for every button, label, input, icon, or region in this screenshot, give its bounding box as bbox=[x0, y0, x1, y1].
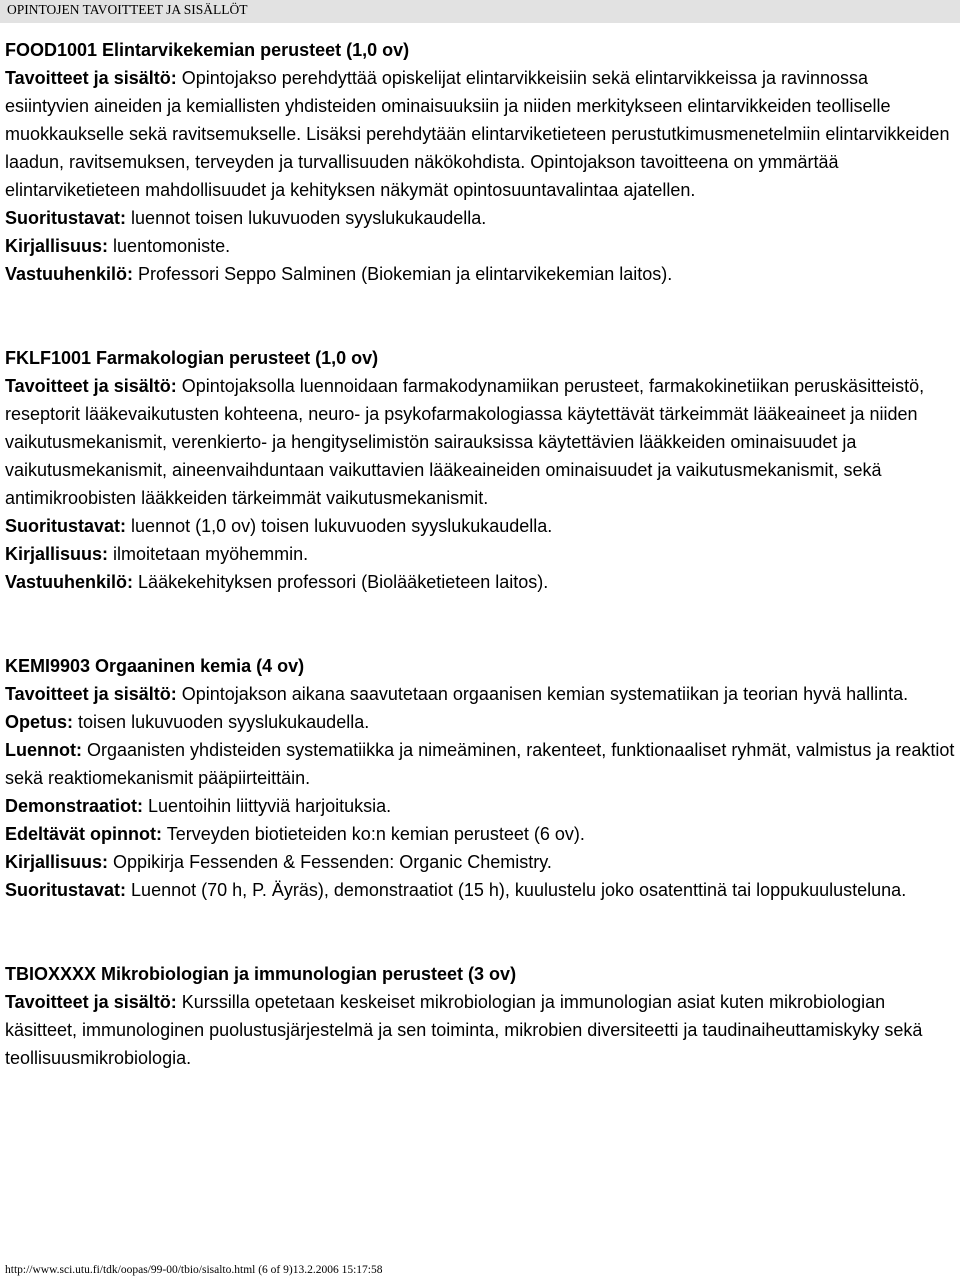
field-label: Suoritustavat: bbox=[5, 516, 127, 536]
field-label: Kirjallisuus: bbox=[5, 236, 109, 256]
course-field bbox=[5, 64, 957, 204]
field-text: Opintojaksolla luennoidaan farmakodynamiikan perusteet, farmakokinetiikan peruskäsitteistö, reseptorit lääkevaikutusten kohteena, neuro- ja psykofarmakologiassa käytettävät tärkeimmät lääkeaineet ja niiden vaikutusmekanismit, verenkierto- ja hengityselimistön sairauksissa käytettävien lääkkeiden ominaisuudet ja vaikutusmekanismit, aineenvaihduntaan vaikuttavien lääkeaineiden ominaisuudet ja vaikutusmekanismit, sekä antimikroobisten lääkkeiden tärkeimmät vaikutusmekanismit. bbox=[5, 376, 925, 508]
course-field bbox=[5, 568, 957, 596]
course-field bbox=[5, 820, 957, 848]
footer-url: http://www.sci.utu.fi/tdk/oopas/99-00/tbio/sisalto.html (6 of 9)13.2.2006 15:17:58 bbox=[5, 1264, 383, 1276]
field-label: Kirjallisuus: bbox=[5, 544, 109, 564]
course-field bbox=[5, 708, 957, 736]
field-label: Vastuuhenkilö: bbox=[5, 572, 134, 592]
field-label: Tavoitteet ja sisältö: bbox=[5, 376, 177, 396]
field-text: luennot (1,0 ov) toisen lukuvuoden syyslukukaudella. bbox=[131, 516, 553, 536]
field-label: Edeltävät opinnot: bbox=[5, 824, 162, 844]
field-label: Luennot: bbox=[5, 740, 82, 760]
course-title: TBIOXXXX Mikrobiologian ja immunologian perusteet (3 ov) bbox=[5, 964, 517, 984]
course-title: FOOD1001 Elintarvikekemian perusteet (1,0 ov) bbox=[5, 40, 410, 60]
field-text: ilmoitetaan myöhemmin. bbox=[113, 544, 309, 564]
field-text: Lääkekehityksen professori (Biolääketieteen laitos). bbox=[138, 572, 549, 592]
course-field bbox=[5, 736, 957, 792]
field-text: Opintojakson aikana saavutetaan orgaanisen kemian systematiikan ja teorian hyvä hallinta. bbox=[181, 684, 909, 704]
course-tbioxxxx bbox=[5, 960, 957, 1072]
field-text: toisen lukuvuoden syyslukukaudella. bbox=[78, 712, 370, 732]
course-field bbox=[5, 372, 957, 512]
field-text: Professori Seppo Salminen (Biokemian ja elintarvikekemian laitos). bbox=[138, 264, 673, 284]
header-title: OPINTOJEN TAVOITTEET JA SISÄLLÖT bbox=[7, 2, 248, 17]
field-text: Oppikirja Fessenden & Fessenden: Organic Chemistry. bbox=[113, 852, 552, 872]
course-fklf1001 bbox=[5, 344, 957, 596]
field-text: Luentoihin liittyviä harjoituksia. bbox=[148, 796, 392, 816]
course-field bbox=[5, 988, 957, 1072]
field-text: Orgaanisten yhdisteiden systematiikka ja nimeäminen, rakenteet, funktionaaliset ryhmät, valmistus ja reaktiot sekä reaktiomekanismit pääpiirteittäin. bbox=[5, 740, 955, 788]
field-text: Opintojakso perehdyttää opiskelijat elintarvikkeisiin sekä elintarvikkeissa ja ravinnossa esiintyvien aineiden ja kemiallisten yhdisteiden ominaisuuksiin ja niiden merkitykseen elintarvikkeiden teolliselle muokkaukselle sekä ravitsemukselle. Lisäksi perehdytään elintarviketieteen perustutkimusmenetelmiin elintarvikkeiden laadun, ravitsemuksen, terveyden ja turvallisuuden näkökohdista. Opintojakson tavoitteena on ymmärtää elintarviketieteen mahdollisuudet ja kehityksen näkymät opintosuuntavalintaa ajatellen. bbox=[5, 68, 950, 200]
field-text: luentomoniste. bbox=[113, 236, 231, 256]
course-field bbox=[5, 260, 957, 288]
course-field bbox=[5, 232, 957, 260]
course-field bbox=[5, 876, 957, 904]
course-field bbox=[5, 792, 957, 820]
course-title: FKLF1001 Farmakologian perusteet (1,0 ov) bbox=[5, 348, 379, 368]
field-label: Tavoitteet ja sisältö: bbox=[5, 684, 177, 704]
field-label: Suoritustavat: bbox=[5, 208, 127, 228]
course-field bbox=[5, 540, 957, 568]
course-field bbox=[5, 680, 957, 708]
field-label: Demonstraatiot: bbox=[5, 796, 144, 816]
page-footer bbox=[5, 1263, 382, 1277]
page-header bbox=[0, 0, 960, 23]
field-label: Kirjallisuus: bbox=[5, 852, 109, 872]
field-label: Opetus: bbox=[5, 712, 74, 732]
field-label: Suoritustavat: bbox=[5, 880, 127, 900]
course-title: KEMI9903 Orgaaninen kemia (4 ov) bbox=[5, 656, 305, 676]
field-label: Vastuuhenkilö: bbox=[5, 264, 134, 284]
field-text: Kurssilla opetetaan keskeiset mikrobiologian ja immunologian asiat kuten mikrobiologian käsitteet, immunologinen puolustusjärjestelmä ja sen toiminta, mikrobien diversiteetti ja taudinaiheuttamiskyky sekä teollisuusmikrobiologia. bbox=[5, 992, 923, 1068]
field-label: Tavoitteet ja sisältö: bbox=[5, 992, 177, 1012]
course-field bbox=[5, 204, 957, 232]
course-field bbox=[5, 848, 957, 876]
field-text: Luennot (70 h, P. Äyräs), demonstraatiot (15 h), kuulustelu joko osatenttinä tai loppukuulusteluna. bbox=[131, 880, 907, 900]
course-field bbox=[5, 512, 957, 540]
field-text: Terveyden biotieteiden ko:n kemian perusteet (6 ov). bbox=[166, 824, 585, 844]
course-kemi9903 bbox=[5, 652, 957, 904]
course-food1001 bbox=[5, 36, 957, 288]
field-label: Tavoitteet ja sisältö: bbox=[5, 68, 177, 88]
course-list bbox=[5, 36, 957, 1072]
field-text: luennot toisen lukuvuoden syyslukukaudella. bbox=[131, 208, 487, 228]
